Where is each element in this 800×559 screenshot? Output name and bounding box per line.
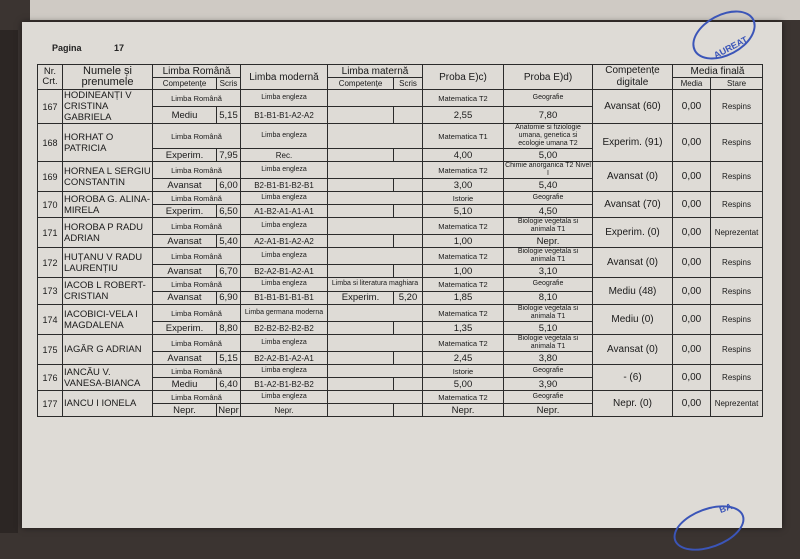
lmat-competente [328,378,394,391]
lr-scris: 5,15 [217,352,241,365]
lr-competente: Avansat [153,291,217,305]
lr-label: Limba Română [153,365,241,378]
lm-value: A2-A1-B1-A2-A2 [241,235,328,248]
lr-label: Limba Română [153,278,241,292]
paper-top-edge [30,0,800,20]
stare: Respins [711,335,763,365]
media-finala: 0,00 [673,192,711,218]
proba-d-value: 3,90 [504,378,593,391]
lmat-scris: 5,20 [394,291,423,305]
lm-label: Limba engleza [241,124,328,149]
stamp-bottom-text: BA [717,501,734,516]
proba-c-label: Matematica T1 [423,124,504,149]
lmat-label [328,391,423,404]
header-limba-materna: Limba maternă [328,65,423,78]
table-row [38,305,763,322]
proba-c-label: Matematica T2 [423,278,504,292]
lm-value: B2-A2-B1-A2-A1 [241,265,328,278]
competente-digitale: Avansat (70) [593,192,673,218]
media-finala: 0,00 [673,124,711,162]
lmat-label [328,218,423,235]
lr-scris: Nepr [218,404,239,416]
proba-c-label: Matematica T2 [423,90,504,107]
media-finala: 0,00 [673,162,711,192]
lm-label: Limba engleza [241,162,328,179]
student-name: IANCĂU V. VANESA-BIANCA [63,365,153,391]
competente-digitale: Avansat (60) [593,90,673,124]
lmat-competente [328,235,394,248]
lr-scris: 6,00 [217,179,241,192]
proba-c-label: Matematica T2 [423,162,504,179]
proba-c-value: 4,00 [423,149,504,162]
lr-competente: Avansat [153,352,217,365]
proba-d-label: Geografie [504,90,593,107]
proba-c-label: Matematica T2 [423,335,504,352]
proba-d-value: Nepr. [504,404,593,417]
lmat-scris [394,378,423,391]
row-nr: 170 [38,192,63,218]
proba-c-label: Matematica T2 [423,391,504,404]
table-row [38,278,763,292]
student-name: IANCU I IONELA [63,391,153,417]
row-nr: 167 [38,90,63,124]
left-edge-shadow [0,30,18,533]
lr-label: Limba Română [153,391,241,404]
lm-value: B1-B1-B1-A2-A2 [241,107,328,124]
lmat-competente [328,322,394,335]
student-name: IACOB L ROBERT-CRISTIAN [63,278,153,305]
lr-scris: 6,50 [217,205,241,218]
page-number: 17 [114,43,125,53]
row-nr: 175 [38,335,63,365]
proba-d-label: Biologie vegetala si animala T1 [504,218,593,235]
proba-d-label: Biologie vegetala si animala T1 [504,248,593,265]
lmat-label [328,248,423,265]
student-name: HORNEA L SERGIU CONSTANTIN [63,162,153,192]
proba-c-value: 1,00 [423,265,504,278]
proba-d-value: 5,10 [504,322,593,335]
header-limba-romana: Limba Română [153,65,241,78]
header-lmat-competente: Competențe [328,78,394,90]
proba-c-label: Istorie [423,192,504,205]
lr-competente: Avansat [153,235,217,248]
proba-c-label: Matematica T2 [423,248,504,265]
lm-label: Limba germana moderna [241,305,328,322]
media-finala: 0,00 [673,365,711,391]
row-nr: 177 [38,391,63,417]
header-lmat-scris: Scris [394,78,423,90]
lmat-competente [328,352,394,365]
media-finala: 0,00 [673,90,711,124]
student-name: HOROBA P RADU ADRIAN [63,218,153,248]
row-nr: 172 [38,248,63,278]
lmat-label: Limba si literatura maghiara [328,278,423,292]
table-row [38,335,763,352]
proba-c-value: 5,00 [423,378,504,391]
stare: Neprezentat [711,218,763,248]
lm-value: B1-B1-B1-B1-B1 [241,291,328,305]
stare: Respins [711,305,763,335]
header-proba-c: Proba E)c) [423,65,504,90]
proba-d-label: Geografie [504,391,593,404]
lmat-label [328,365,423,378]
table-row [38,162,763,179]
stare: Respins [711,90,763,124]
table-row [38,192,763,205]
table-row [38,248,763,265]
student-name: IACOBICI-VELA I MAGDALENA [63,305,153,335]
lr-label: Limba Română [153,124,241,149]
table-row [38,218,763,235]
lr-scris: 7,95 [217,149,241,162]
stare: Respins [711,192,763,218]
competente-digitale: Experim. (91) [593,124,673,162]
media-finala: 0,00 [673,248,711,278]
competente-digitale: Mediu (0) [593,305,673,335]
lm-label: Limba engleza [241,335,328,352]
stare: Respins [711,278,763,305]
header-nr: Nr. Crt. [38,65,63,90]
student-name: HUȚANU V RADU LAURENȚIU [63,248,153,278]
stare: Respins [711,365,763,391]
lmat-scris [394,149,423,162]
lm-label: Limba engleza [241,90,328,107]
proba-d-label: Chimie anorganica T2 Nivel I [505,162,591,177]
lmat-label [328,192,423,205]
table-row [38,391,763,404]
proba-d-value: 3,10 [504,265,593,278]
lmat-label [328,162,423,179]
row-nr: 173 [38,278,63,305]
header-lr-scris: Scris [217,78,241,90]
student-name: HODINEANȚI V CRISTINA GABRIELA [63,90,153,124]
lr-label: Limba Română [153,305,241,322]
proba-c-label: Istorie [423,365,504,378]
row-nr: 174 [38,305,63,335]
proba-d-label: Geografie [504,192,593,205]
lr-competente: Experim. [153,149,217,162]
lr-competente: Mediu [153,378,217,391]
student-name: IAGĂR G ADRIAN [63,335,153,365]
proba-d-label: Biologie vegetala si animala T1 [504,335,593,352]
proba-c-value: 5,10 [423,205,504,218]
media-finala: 0,00 [673,218,711,248]
lm-value: B2-B1-B1-B2-B1 [241,179,328,192]
stare: Respins [711,124,763,162]
table-row [38,90,763,107]
proba-d-value: 5,40 [504,179,593,192]
lmat-competente [328,149,394,162]
proba-c-label: Matematica T2 [423,218,504,235]
competente-digitale: Avansat (0) [593,335,673,365]
lr-competente: Experim. [153,322,217,335]
lmat-competente [328,179,394,192]
stare: Neprezentat [711,391,763,417]
lmat-label [328,124,423,149]
header-proba-d: Proba E)d) [504,65,593,90]
proba-c-value: 1,85 [423,291,504,305]
lmat-scris [394,352,423,365]
stamp-text: AUREAT [711,34,750,61]
lm-label: Limba engleza [241,248,328,265]
lmat-scris [394,235,423,248]
lr-label: Limba Română [153,218,241,235]
competente-digitale: Nepr. (0) [593,391,673,417]
proba-d-label: Geografie [504,278,593,292]
proba-c-value: 1,35 [423,322,504,335]
proba-d-value: 3,80 [504,352,593,365]
results-body [38,90,763,417]
student-name: HOROBA G. ALINA-MIRELA [63,192,153,218]
lmat-label [328,305,423,322]
competente-digitale: Mediu (48) [593,278,673,305]
header-nume: Numele și prenumele [63,65,153,90]
lmat-scris [394,404,423,417]
competente-digitale: Avansat (0) [593,248,673,278]
lm-value: Rec. [241,149,328,162]
header-competente-digitale: Competențe digitale [593,65,673,90]
media-finala: 0,00 [673,391,711,417]
proba-c-value: 1,00 [423,235,504,248]
page-header [52,43,154,53]
lr-scris: 6,40 [217,378,241,391]
lr-scris: 6,70 [217,265,241,278]
lmat-label [328,335,423,352]
lmat-scris [394,322,423,335]
lmat-label [328,90,423,107]
lm-value: Nepr. [241,404,328,417]
lm-label: Limba engleza [241,192,328,205]
row-nr: 168 [38,124,63,162]
lr-competente: Experim. [153,205,217,218]
proba-c-label: Matematica T2 [423,305,504,322]
header-stare: Stare [711,78,763,90]
lm-label: Limba engleza [241,218,328,235]
results-table [37,64,763,417]
header-limba-moderna: Limba modernă [241,65,328,90]
header-lr-competente: Competențe [153,78,217,90]
media-finala: 0,00 [673,335,711,365]
stare: Respins [711,248,763,278]
lr-competente: Mediu [153,107,217,124]
lr-label: Limba Română [153,90,241,107]
header-media: Media [673,78,711,90]
lr-scris: 8,80 [217,322,241,335]
proba-d-value: 5,00 [504,149,593,162]
proba-c-value: 2,45 [423,352,504,365]
student-name: HORHAT O PATRICIA [63,124,153,162]
media-finala: 0,00 [673,278,711,305]
lr-scris: 5,15 [217,107,241,124]
header-media-finala: Media finală [673,65,763,78]
lm-value: B2-A2-B1-A2-A1 [241,352,328,365]
competente-digitale: - (6) [593,365,673,391]
lm-label: Limba engleza [241,278,328,292]
proba-d-value: Nepr. [504,235,593,248]
lr-competente: Avansat [153,179,217,192]
proba-c-value: Nepr. [423,404,504,417]
lmat-scris [394,107,423,124]
proba-c-value: 3,00 [423,179,504,192]
lr-scris: 5,40 [217,235,241,248]
page-label: Pagina [52,43,82,53]
lm-value: B1-A2-B1-B2-B2 [241,378,328,391]
lmat-competente: Experim. [328,291,394,305]
lm-value: B2-B2-B2-B2-B2 [241,322,328,335]
proba-d-label: Geografie [504,365,593,378]
lm-value: A1-B2-A1-A1-A1 [241,205,328,218]
lmat-competente [328,107,394,124]
lr-competente: Avansat [153,265,217,278]
proba-c-value: 2,55 [423,107,504,124]
lmat-competente [328,404,394,417]
lr-label: Limba Română [153,335,241,352]
lr-label: Limba Română [153,192,241,205]
proba-d-value: 7,80 [504,107,593,124]
lmat-competente [328,205,394,218]
row-nr: 176 [38,365,63,391]
lmat-scris [394,265,423,278]
lm-label: Limba engleza [241,365,328,378]
competente-digitale: Experim. (0) [593,218,673,248]
row-nr: 169 [38,162,63,192]
lm-label: Limba engleza [241,391,328,404]
media-finala: 0,00 [673,305,711,335]
table-row [38,365,763,378]
competente-digitale: Avansat (0) [593,162,673,192]
row-nr: 171 [38,218,63,248]
proba-d-label: Anatomie si fiziologie umana, genetica si ecologie umana T2 [504,124,593,149]
proba-d-value: 8,10 [504,291,593,305]
lmat-competente [328,265,394,278]
proba-d-label: Biologie vegetala si animala T1 [504,305,593,322]
table-row [38,124,763,149]
proba-d-value: 4,50 [504,205,593,218]
stare: Respins [711,162,763,192]
lr-label: Limba Română [153,248,241,265]
lr-competente: Nepr. [153,404,217,417]
lmat-scris [394,179,423,192]
lr-label: Limba Română [153,162,241,179]
lr-scris: 6,90 [217,291,241,305]
lmat-scris [394,205,423,218]
